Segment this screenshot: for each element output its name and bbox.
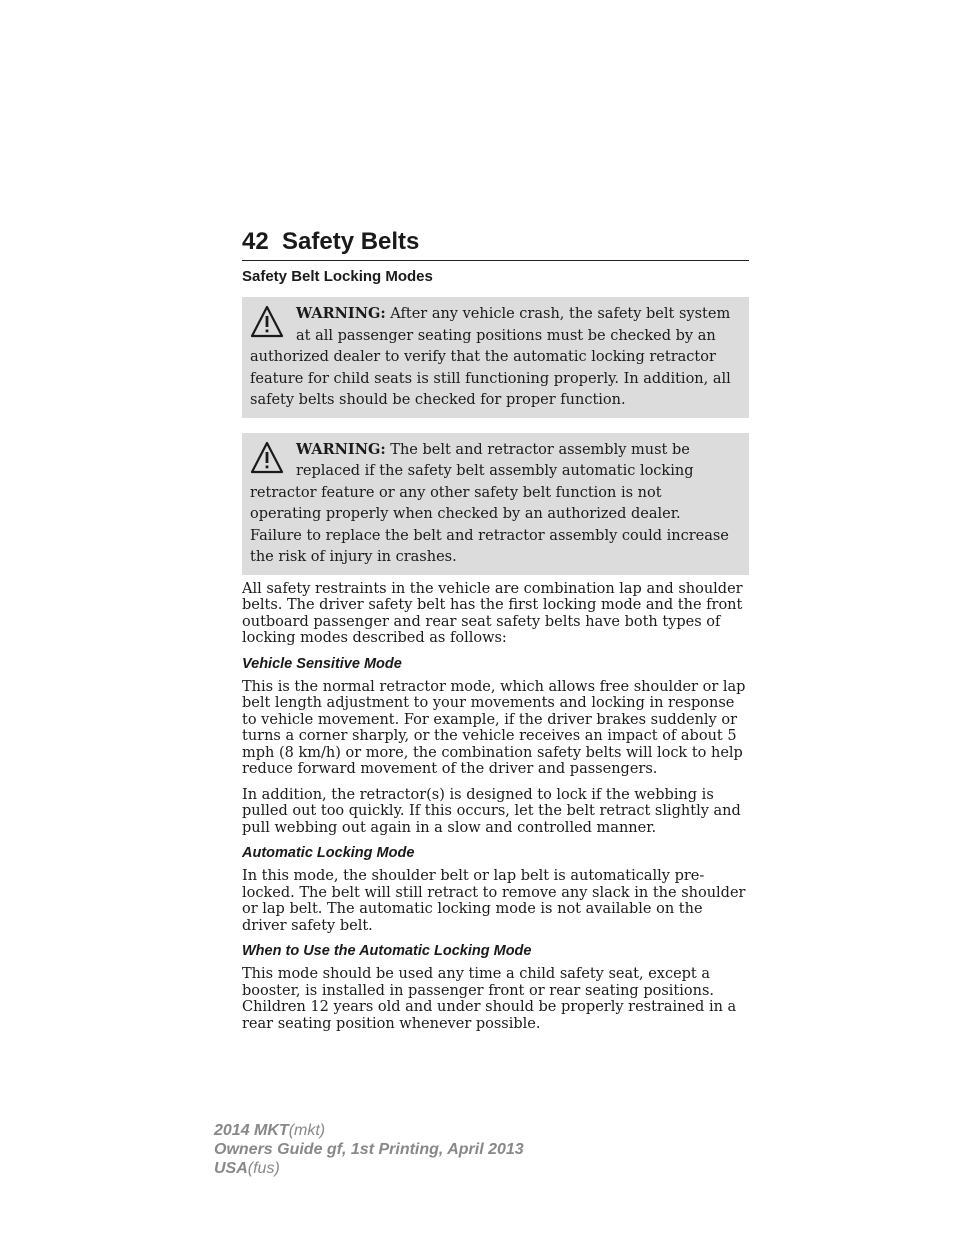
page-content [242,268,749,1041]
warning-label: WARNING: [296,305,386,322]
automatic-locking-paragraph: In this mode, the shoulder belt or lap belt is automatically pre-locked. The belt will still retract to remove any slack in the shoulder or lap belt. The automatic locking mode is not available on the driver safety belt. [242,868,746,934]
footer-model-code: (mkt) [288,1122,326,1139]
vehicle-sensitive-heading: Vehicle Sensitive Mode [242,655,402,672]
page-number: 42 [242,228,269,255]
automatic-locking-heading: Automatic Locking Mode [242,845,415,861]
when-to-use-paragraph: This mode should be used any time a child safety seat, except a booster, is installed in passenger front or rear seating positions. Children 12 years old and under should be properly restrained in a rear seating position whenever possible. [242,966,737,1032]
vehicle-sensitive-paragraph-1: This is the normal retractor mode, which allows free shoulder or lap belt length adjustment to your movements and locking in response to vehicle movement. For example, if the driver brakes suddenly or turns a corner sharply, or the vehicle receives an impact of about 5 mph (8 km/h) or more, the combination safety belts will lock to help reduce forward movement of the driver and passengers. [242,678,746,777]
document-footer [214,1121,524,1178]
footer-line-2: Owners Guide gf, 1st Printing, April 2013 [214,1141,524,1158]
when-to-use-heading: When to Use the Automatic Locking Mode [242,943,532,959]
warning-triangle-icon [250,305,284,339]
warning-text: The belt and retractor assembly must be replaced if the safety belt assembly automatic locking retractor feature or any other safety belt function is not operating properly when checked by an authorized dealer. Failure to replace the belt and retractor assembly could increase the risk of injury in crashes. [250,441,729,565]
footer-market-code: (fus) [247,1160,280,1177]
warning-triangle-icon [250,441,284,475]
warning-text: After any vehicle crash, the safety belt system at all passenger seating positions must be checked by an authorized dealer to verify that the automatic locking retractor feature for child seats is still functioning properly. In addition, all safety belts should be checked for proper function. [250,306,731,408]
page-header [242,228,749,261]
footer-model: 2014 MKT [214,1122,289,1139]
warning-label: WARNING: [296,440,386,458]
chapter-title: Safety Belts [282,228,420,255]
warning-box-2 [242,433,749,575]
warning-box-1 [242,297,749,418]
footer-line-1 [214,1121,524,1140]
intro-paragraph: All safety restraints in the vehicle are combination lap and shoulder belts. The driver safety belt has the first locking mode and the front outboard passenger and rear seat safety belts have both types of locking modes described as follows: [242,580,743,646]
section-title: Safety Belt Locking Modes [242,268,433,285]
footer-line-3 [214,1159,524,1178]
footer-market: USA [214,1160,248,1177]
vehicle-sensitive-paragraph-2: In addition, the retractor(s) is designed to lock if the webbing is pulled out too quickly. If this occurs, let the belt retract slightly and pull webbing out again in a slow and controlled manner. [242,786,741,836]
